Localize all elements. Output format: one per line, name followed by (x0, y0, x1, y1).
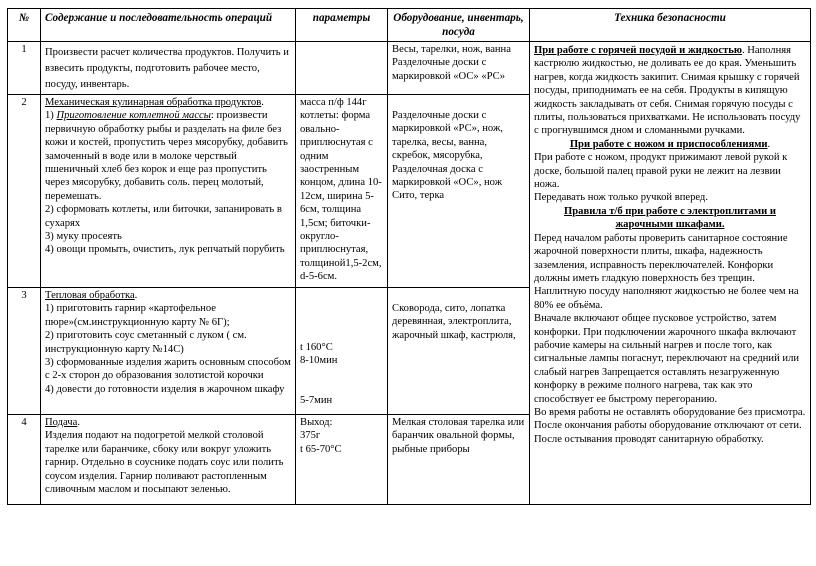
safety-knife-text: При работе с ножом, продукт прижимают левой рукой к доске, большой палец правой руки не лежит на лезвии ножа. (534, 152, 788, 191)
row-equipment: Сковорода, сито, лопатка деревянная, электроплита, жарочный шкаф, кастрюля, (388, 288, 530, 415)
safety-after-work-text: После окончания работы оборудование отключают от сети. После остывания проводят санитарную обработку. (534, 420, 802, 445)
safety-electric-text: Перед началом работы проверить санитарное состояние жарочной поверхности плиты, шкафа, надежность заземления, исправность переключателей. Конфорки должны иметь гладкую поверхность без трещин. Наплитную посуду наполняют жидкостью не более чем на 80% ее объёма. (534, 232, 799, 311)
safety-electric-text-2: Вначале включают общее пусковое устройство, затем конфорки. При подключении жарочного шкафа включают рабочие камеры на сильный нагрев и после того, как сигнальные лампы погаснут, переключают на средний или слабый нагрев Запрещается оставлять незагруженную конфорку в режиме полного нагрева, так как это способствует ее быстрому перегоранию. (534, 313, 800, 405)
step-4: 4) довести до готовности изделия в жарочном шкафу (45, 383, 285, 395)
row-number: 3 (8, 288, 41, 415)
safety-cell (530, 42, 811, 505)
param-serving-temperature: t 65-70°С (300, 443, 342, 455)
safety-supervision-text: Во время работы не оставлять оборудование без присмотра. (534, 406, 806, 418)
step-1-heading: Приготовление котлетной массы (56, 110, 211, 122)
row-params (296, 42, 388, 95)
row-params (296, 415, 388, 505)
row-equipment: Разделочные доски с маркировкой «РС», нож, тарелка, весы, ванна, скребок, мясорубка, Разделочная доска с маркировкой «ОС», нож Сито, терка (388, 95, 530, 288)
param-output: 375г (300, 430, 321, 442)
section-title: Тепловая обработка (45, 290, 135, 301)
row-content (41, 415, 296, 505)
content-text: Произвести расчет количества продуктов. Получить и взвесить продукты, подготовить рабочее место, посуду, инвентарь. (45, 47, 289, 90)
row-number: 2 (8, 95, 41, 288)
safety-hot-text: Наполняя кастрюлю жидкостью, не доливать ее до края. Уменьшить нагрев, когда жидкость закипит. Снимая крышку с горячей посуды, приподнимать ее на себя. Продукты в кипящую жидкость закладывать от себя. Снимая горячую посуды с плиты, пользоваться прихватками. Не использовать посуду с прогнувшимся дном и сломанными ручками. (534, 45, 801, 137)
step-1: 1) приготовить гарнир «картофельное пюре»(см.инструкционную карту № 6Г); (45, 303, 230, 328)
header-equipment: Оборудование, инвентарь, посуда (388, 9, 530, 42)
technology-card-table (7, 8, 811, 505)
safety-knife-text-2: Передавать нож только ручкой вперед. (534, 192, 708, 204)
step-1: 1) Приготовление котлетной массы: произвести первичную обработку рыбы и разделать на филе без кожи и костей, пропустить через мясорубку, добавить замоченный в воде или в молоке черствый пшеничный хлеб без корок и еще раз пропустить через мясорубку, добавить соль. перец молотый, перемешать. (45, 110, 288, 202)
row-content (41, 42, 296, 95)
row-params: масса п/ф 144г котлеты: форма овально-приплюснутая с одним заостренным концом, длина 10-12см, ширина 5-6см, толщина 1,5см; биточки-округло-приплюснутая, толщиной1,5-2см, d-5-6см. (296, 95, 388, 288)
header-num: № (8, 9, 41, 42)
section-title: Подача (45, 417, 78, 428)
section-title-block: Тепловая обработка. (45, 290, 138, 301)
header-params: параметры (296, 9, 388, 42)
header-content: Содержание и последовательность операций (41, 9, 296, 42)
param-output-label: Выход: (300, 417, 333, 428)
section-title-block: Механическая кулинарная обработка продуктов. (45, 97, 264, 108)
step-2: 2) приготовить соус сметанный с луком ( см. инструкционную карту №14С) (45, 330, 247, 355)
param-temperature: t 160°С (300, 342, 333, 353)
safety-hot-block: При работе с горячей посудой и жидкостью. Наполняя кастрюлю жидкостью, не доливать ее до края. Уменьшить нагрев, когда жидкость закипит. Снимая крышку с горячей посуды, приподнимать ее на себя. Продукты в кипящую жидкость закладывать от себя. Снимая горячую посуды с плиты, пользоваться прихватками. Не использовать посуду с прогнувшимся дном и сломанными ручками. (534, 45, 801, 137)
row-content (41, 95, 296, 288)
section-title: Механическая кулинарная обработка продуктов (45, 97, 262, 108)
safety-heading-knife: При работе с ножом и приспособлениями (569, 138, 768, 150)
row-equipment: Весы, тарелки, нож, ванна Разделочные доски с маркировкой «ОС» «РС» (388, 42, 530, 95)
step-3: 3) сформованные изделия жарить основным способом с 2-х сторон до образования золотистой корочки (45, 357, 291, 382)
safety-heading-electric: Правила т/б при работе с электроплитами и жарочными шкафами. (564, 205, 776, 231)
header-safety: Техника безопасности (530, 9, 811, 42)
serving-text: Изделия подают на подогретой мелкой столовой тарелке или баранчике, сбоку или вокруг уложить гарнир. Отдельно в соуснике подать соус или полить соусом изделия. Гарнир поливают растопленным сливочным маслом и посыпают зеленью. (45, 430, 284, 496)
row-number: 4 (8, 415, 41, 505)
param-time-2: 5-7мин (300, 394, 333, 406)
table-row (8, 42, 811, 95)
param-time: 8-10мин (300, 355, 338, 367)
safety-heading-hot: При работе с горячей посудой и жидкостью (534, 45, 742, 56)
row-content (41, 288, 296, 415)
row-params (296, 288, 388, 415)
section-title-block: Подача. (45, 417, 80, 428)
step-2: 2) сформовать котлеты, или биточки, запанировать в сухарях (45, 204, 282, 229)
header-row (8, 9, 811, 42)
row-number: 1 (8, 42, 41, 95)
step-3: 3) муку просеять (45, 231, 122, 243)
safety-knife-block: При работе с ножом и приспособлениями. (569, 138, 771, 150)
row-equipment: Мелкая столовая тарелка или баранчик овальной формы, рыбные приборы (388, 415, 530, 505)
step-4: 4) овощи промыть, очистить, лук репчатый порубить (45, 244, 285, 256)
